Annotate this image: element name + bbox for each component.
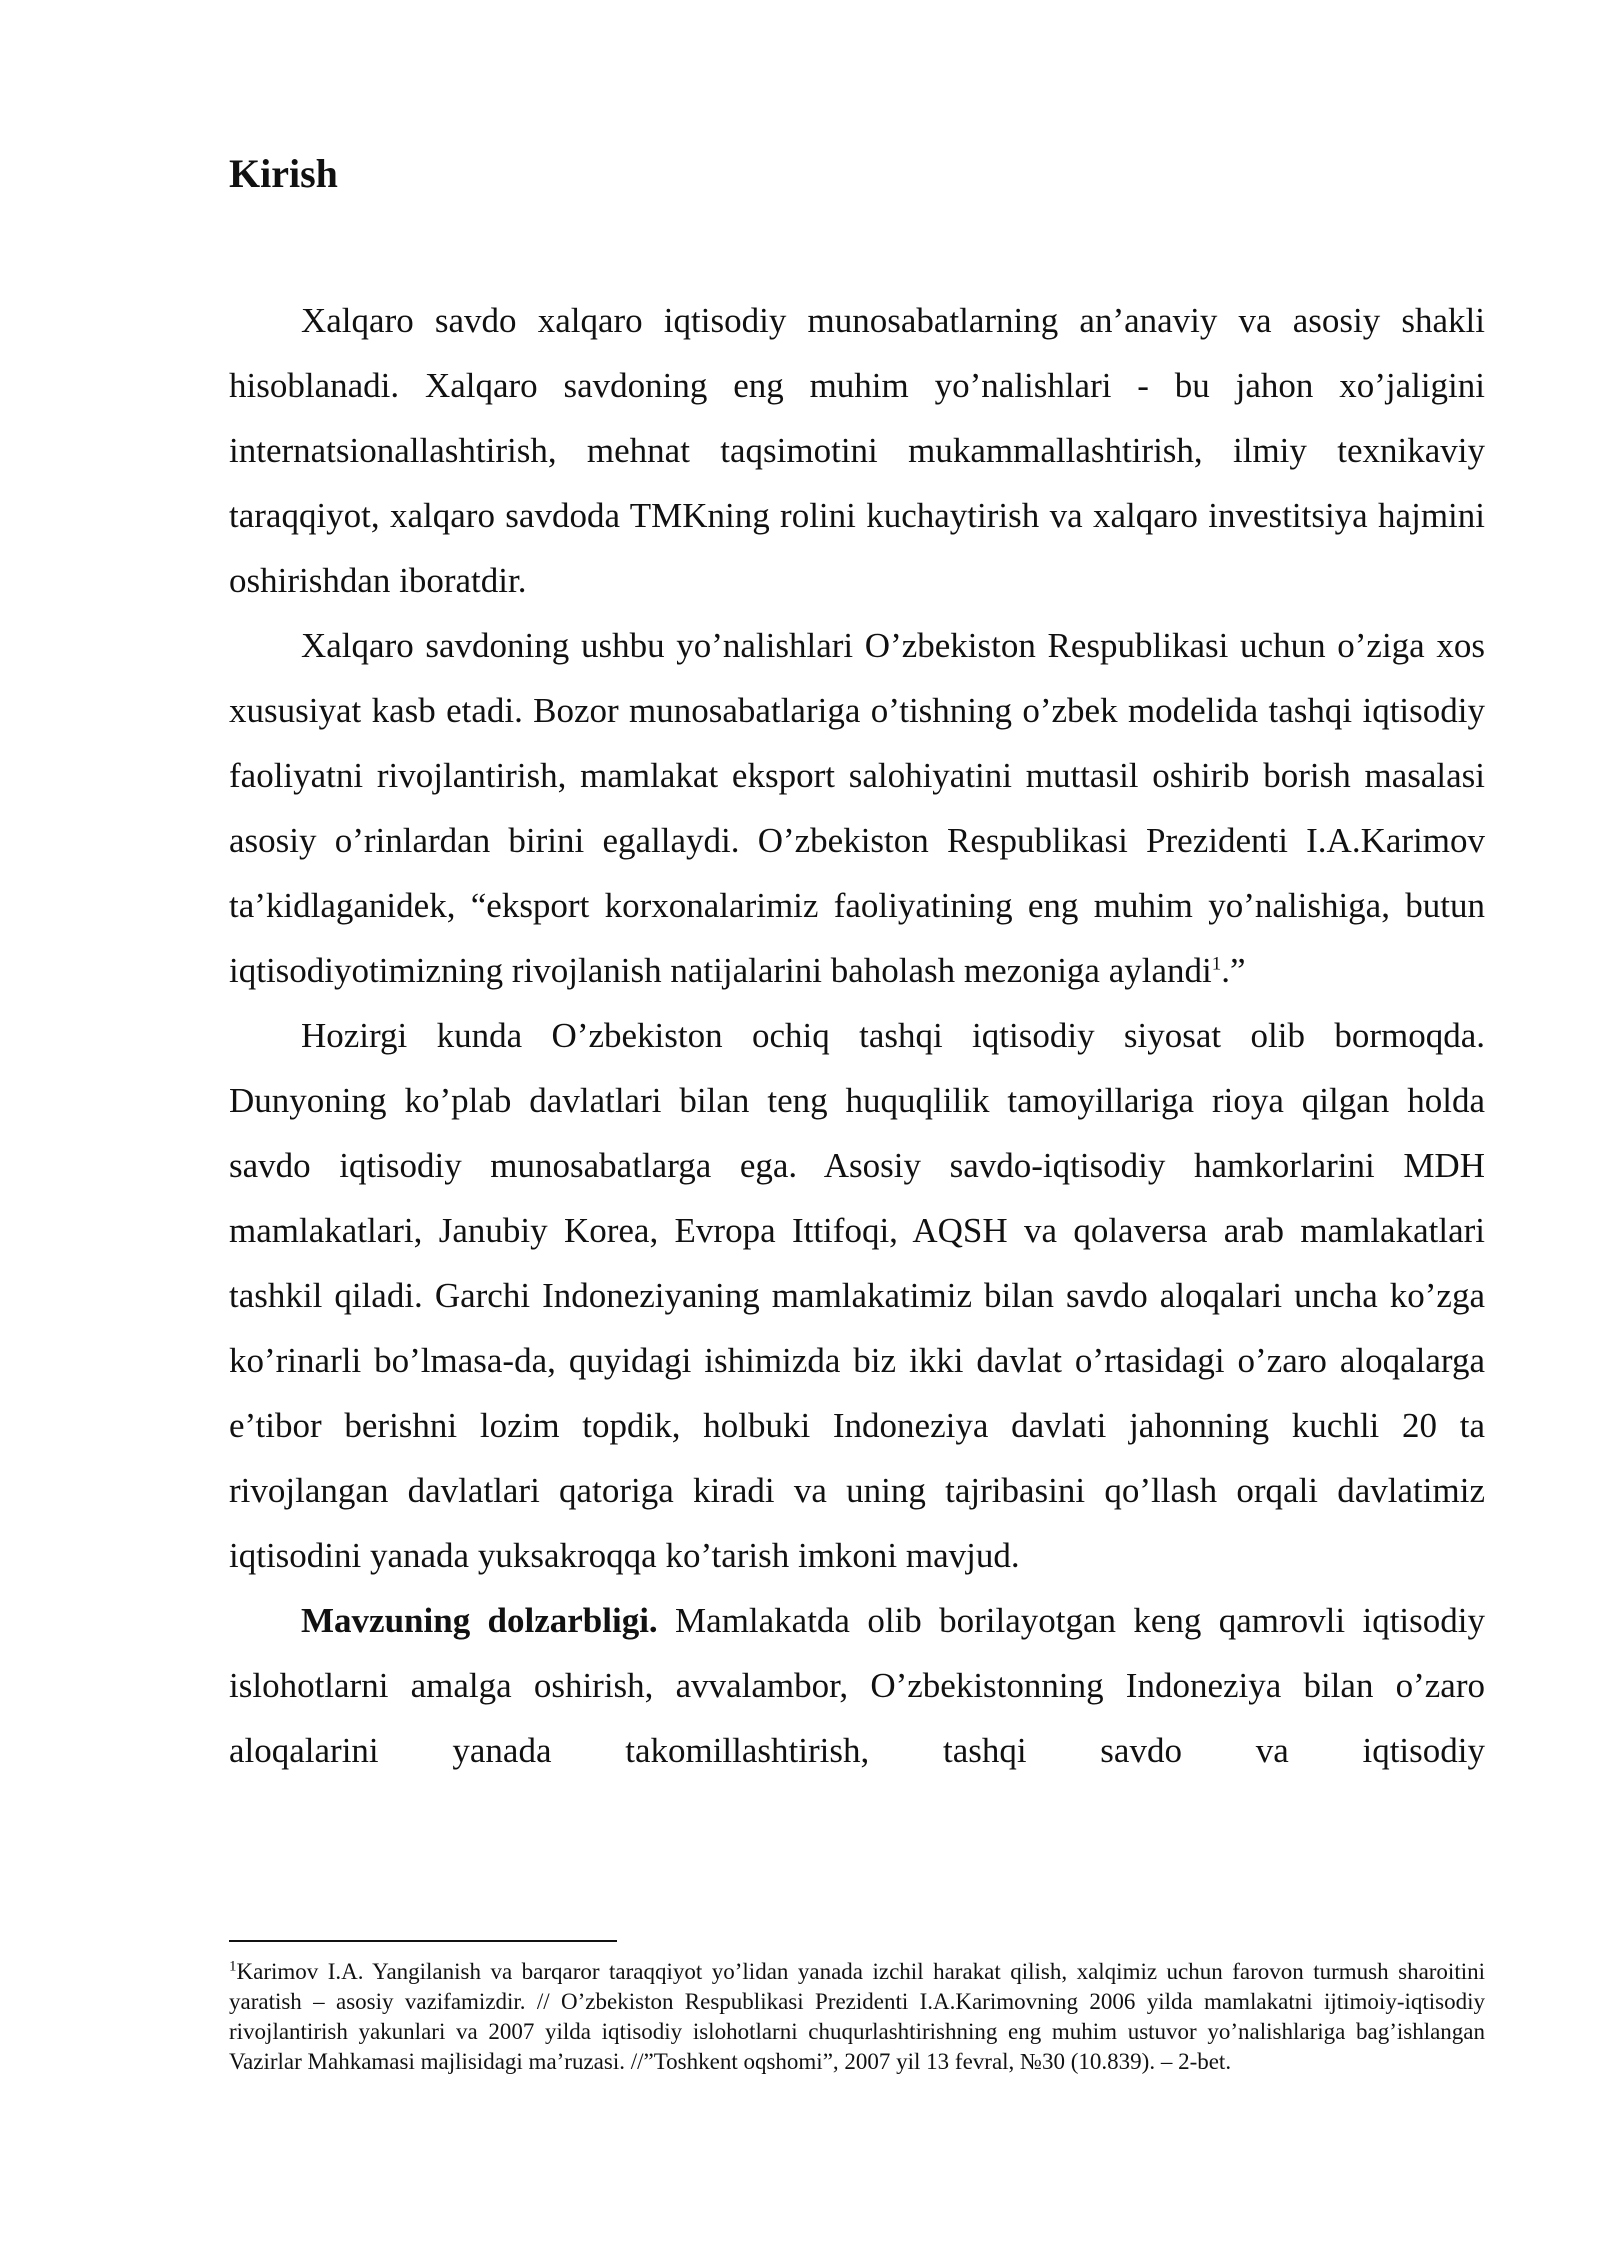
- section-lead-title: Mavzuning dolzarbligi.: [301, 1601, 658, 1640]
- body-text: [229, 288, 1485, 1783]
- paragraph-2-text: Xalqaro savdoning ushbu yo’nalishlari O’zbekiston Respublikasi uchun o’ziga xos xususiyat kasb etadi. Bozor munosabatlariga o’tishning o’zbek modelida tashqi iqtisodiy faoliyatni rivojlantirish, mamlakat eksport salohiyatini muttasil oshirib borish masalasi asosiy o’rinlardan birini egallaydi. O’zbekiston Respublikasi Prezidenti I.A.Karimov ta’kidlaganidek, “eksport korxonalarimiz faoliyatining eng muhim yo’nalishiga, butun iqtisodiyotimizning rivojlanish natijalarini baholash mezoniga aylandi: [229, 626, 1485, 990]
- footnote-reference: 1: [1211, 953, 1222, 975]
- paragraph-1: Xalqaro savdo xalqaro iqtisodiy munosabatlarning an’anaviy va asosiy shakli hisoblanadi. Xalqaro savdoning eng muhim yo’nalishlari - bu jahon xo’jaligini internatsionallashtirish, mehnat taqsimotini mukammallashtirish, ilmiy texnikaviy taraqqiyot, xalqaro savdoda TMKning rolini kuchaytirish va xalqaro investitsiya hajmini oshirishdan iboratdir.: [229, 301, 1485, 600]
- paragraph-4: [229, 1588, 1485, 1783]
- paragraph-4-text: Mamlakatda olib borilayotgan keng qamrovli iqtisodiy islohotlarni amalga oshirish, avvalambor, O’zbekistonning Indoneziya bilan o’zaro aloqalarini yanada takomillashtirish, tashqi savdo va iqtisodiy: [229, 1601, 1485, 1770]
- paragraph-2: [229, 613, 1485, 1003]
- footnote: [229, 1957, 1485, 2077]
- footnote-separator: [229, 1940, 617, 1942]
- page-heading: Kirish: [229, 151, 338, 196]
- paragraph-2-closing: .”: [1221, 951, 1246, 990]
- footnote-text: Karimov I.A. Yangilanish va barqaror taraqqiyot yo’lidan yanada izchil harakat qilish, xalqimiz uchun farovon turmush sharoitini yaratish – asosiy vazifamizdir. // O’zbekiston Respublikasi Prezidenti I.A.Karimovning 2006 yilda mamlakatni ijtimoiy-iqtisodiy rivojlantirish yakunlari va 2007 yilda iqtisodiy islohotlarni chuqurlashtirishning eng muhim ustuvor yo’nalishlariga bag’ishlangan Vazirlar Mahkamasi majlisidagi ma’ruzasi. //”Toshkent oqshomi”, 2007 yil 13 fevral, №30 (10.839). – 2-bet.: [229, 1959, 1485, 2074]
- paragraph-3: Hozirgi kunda O’zbekiston ochiq tashqi iqtisodiy siyosat olib bormoqda. Dunyoning ko’plab davlatlari bilan teng huquqlilik tamoyillariga rioya qilgan holda savdo iqtisodiy munosabatlarga ega. Asosiy savdo-iqtisodiy hamkorlarini MDH mamlakatlari, Janubiy Korea, Evropa Ittifoqi, AQSH va qolaversa arab mamlakatlari tashkil qiladi. Garchi Indoneziyaning mamlakatimiz bilan savdo aloqalari uncha ko’zga ko’rinarli bo’lmasa-da, quyidagi ishimizda biz ikki davlat o’rtasidagi o’zaro aloqalarga e’tibor berishni lozim topdik, holbuki Indoneziya davlati jahonning kuchli 20 ta rivojlangan davlatlari qatoriga kiradi va uning tajribasini qo’llash orqali davlatimiz iqtisodini yanada yuksakroqqa ko’tarish imkoni mavjud.: [229, 1016, 1485, 1575]
- footnote-marker: 1: [229, 1958, 237, 1975]
